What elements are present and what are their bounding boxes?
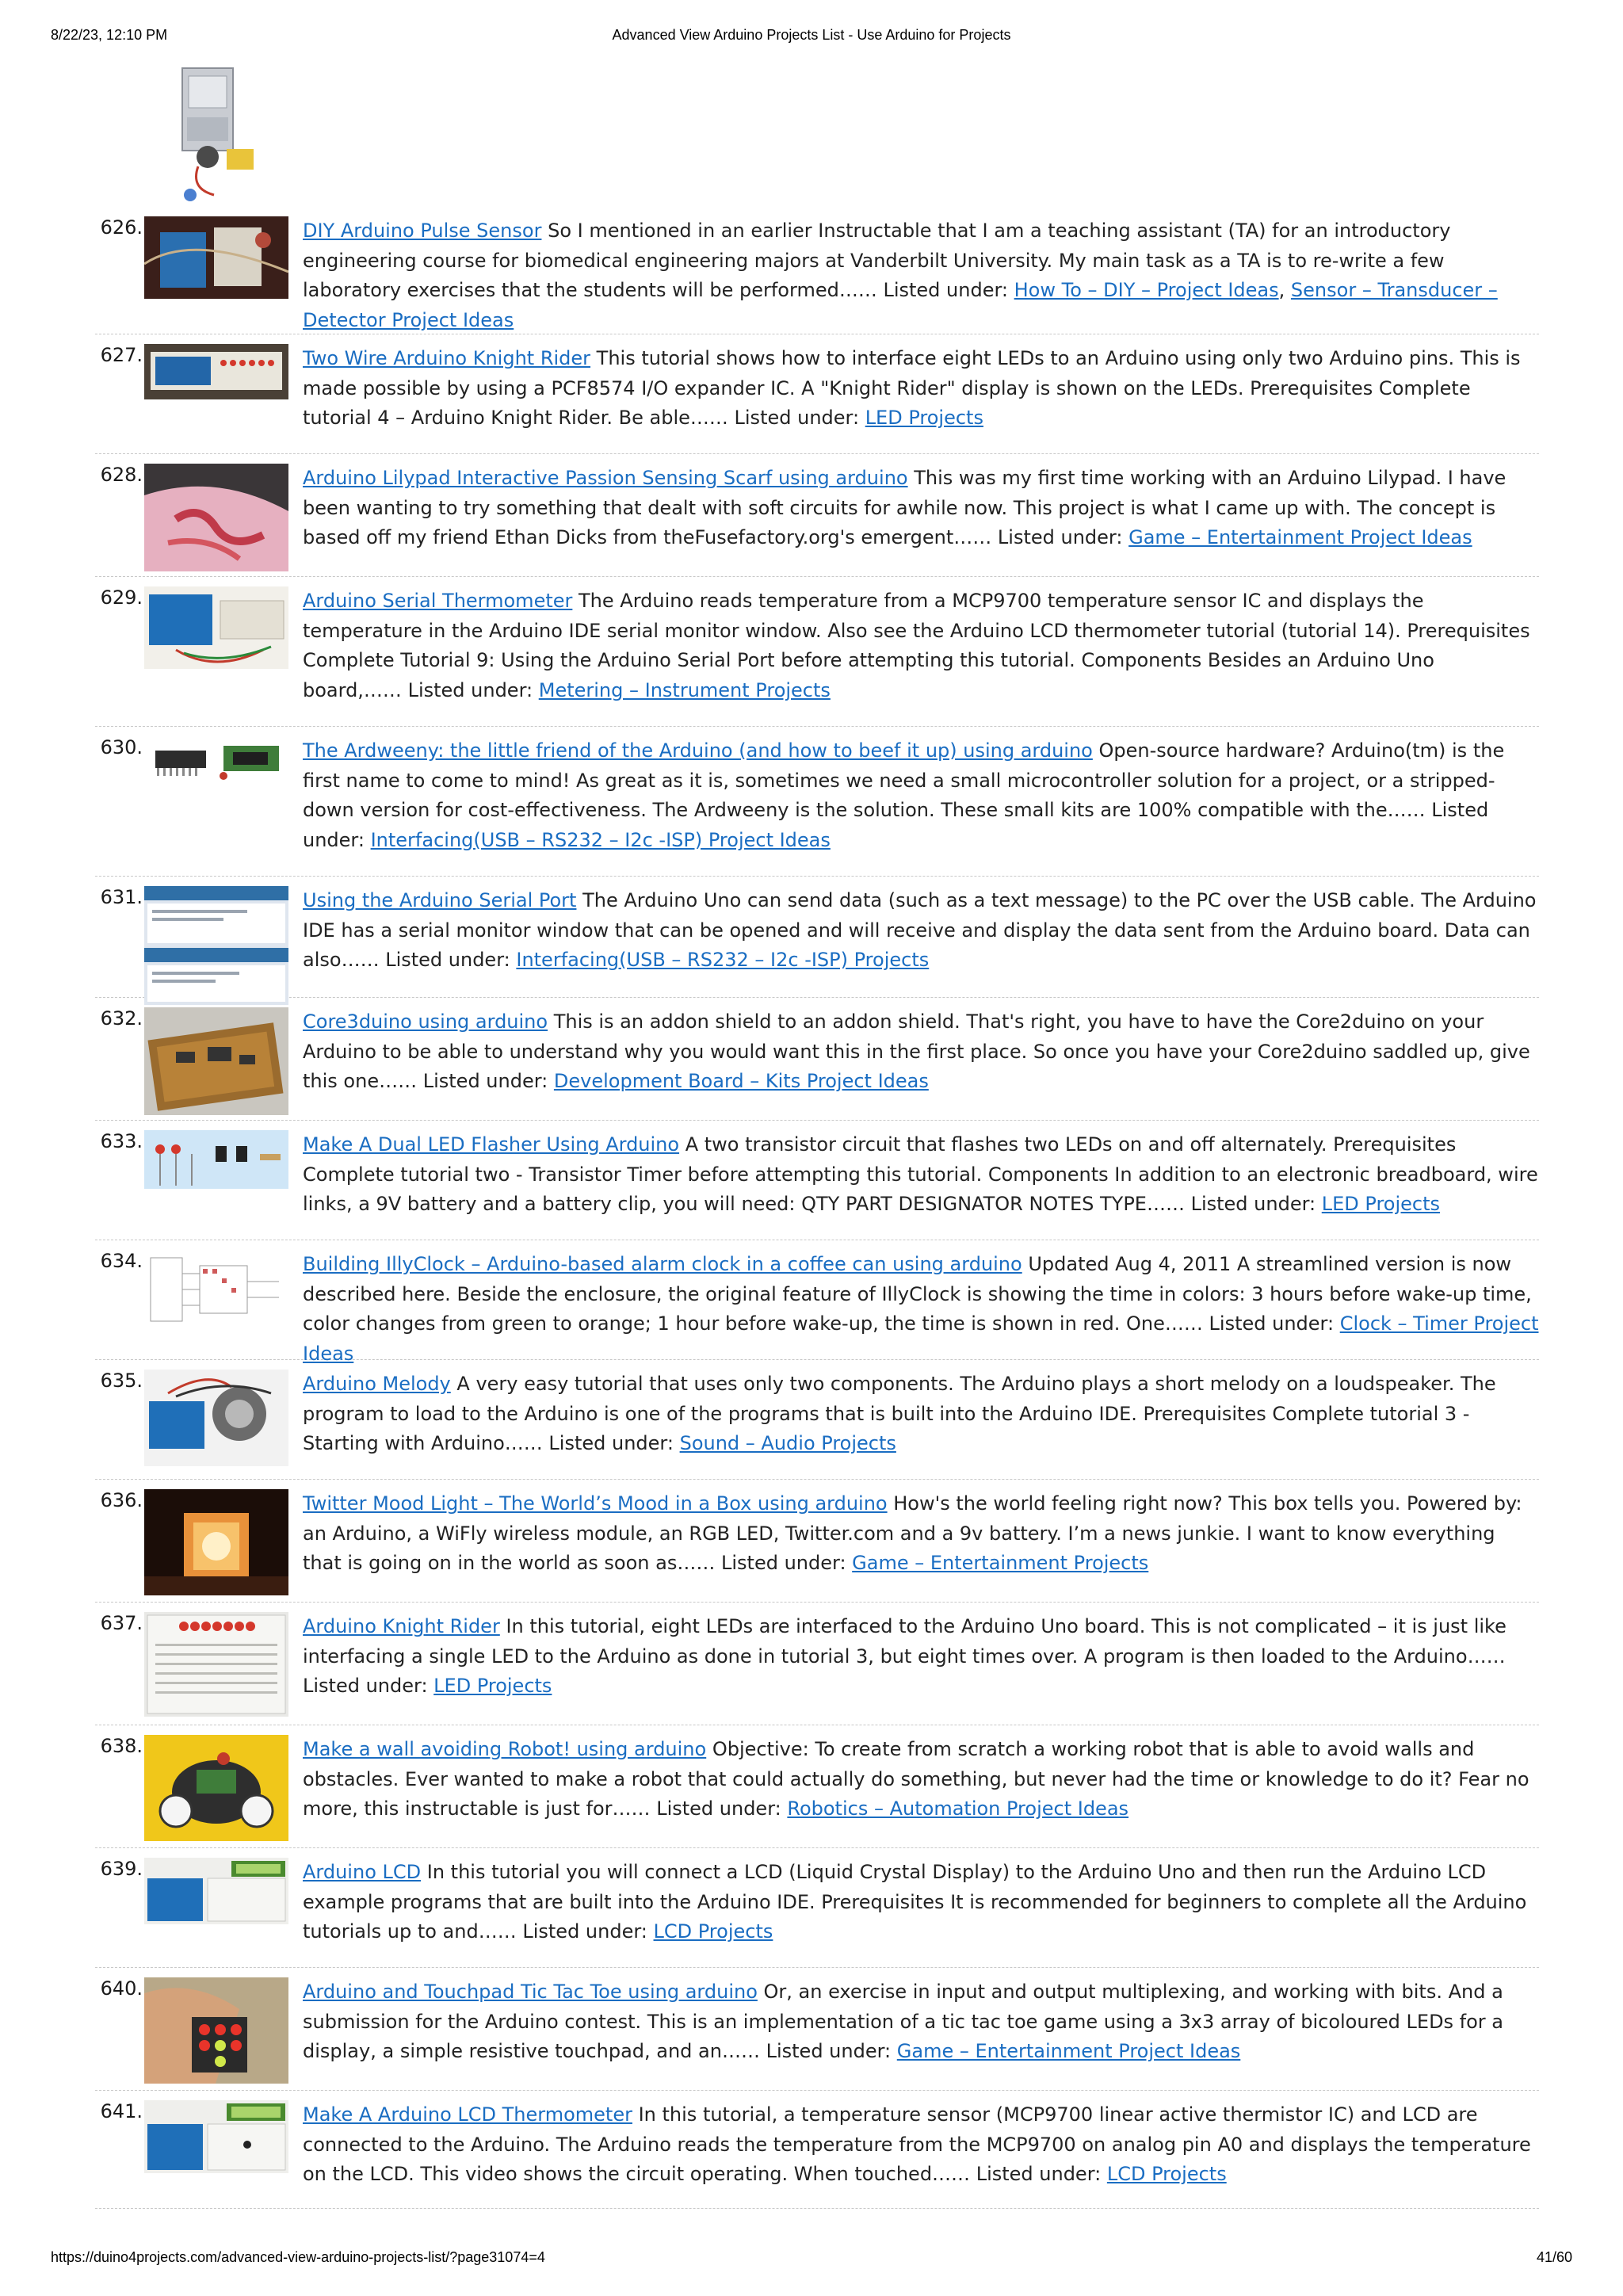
- entry-description: Objective: To create from scratch a working robot that is able to avoid walls and obstacles. Ever wanted to make a robot that could actually do something, but never had the time or knowledge to do it? Fear no more, this instructable is just for……: [303, 1738, 1529, 1820]
- entry-number: 637.: [100, 1612, 143, 1634]
- entry-thumbnail[interactable]: [144, 2100, 288, 2176]
- entry-text: DIY Arduino Pulse Sensor So I mentioned in an earlier Instructable that I am a teaching assistant (TA) for an introductory engineering course for biomedical engineering majors at Vanderbilt University. My main task as a TA is to re-write a few laboratory exercises that the students will be performed…… Listed under: How To – DIY – Project Ideas, Sensor – Transducer – Detector Project Ideas: [303, 220, 1498, 331]
- entry-number: 634.: [100, 1250, 143, 1272]
- listed-under-label: Listed under:: [991, 526, 1129, 548]
- entry-description: In this tutorial, a temperature sensor (MCP9700 linear active thermistor IC) and LCD are connected to the Arduino. The Arduino reads the temperature from the MCP9700 on analog pin A0 and displays the temperature on the LCD. This video shows the circuit operating. When touched……: [303, 2103, 1531, 2185]
- category-link[interactable]: Development Board – Kits Project Ideas: [553, 1070, 929, 1092]
- listed-under-label: Listed under:: [401, 678, 539, 701]
- entry-text: [303, 1130, 1539, 1220]
- entry-thumbnail[interactable]: [144, 736, 288, 790]
- entry-number: 635.: [100, 1370, 143, 1392]
- projects-list: [95, 216, 1539, 2209]
- entry-description: The Arduino Uno can send data (such as a text message) to the PC over the USB cable. The Arduino IDE has a serial monitor window that can be opened and will receive and display the data sent from the Arduino board. Data can also……: [303, 889, 1537, 971]
- entry-number: 626.: [100, 216, 143, 239]
- list-item: [95, 1480, 1539, 1603]
- entry-title-link[interactable]: Two Wire Arduino Knight Rider: [303, 347, 591, 369]
- list-item: [95, 998, 1539, 1121]
- list-item: [95, 1121, 1539, 1240]
- listed-under-label: Listed under:: [303, 799, 1489, 851]
- list-item: [95, 1240, 1539, 1365]
- category-link[interactable]: LED Projects: [1321, 1193, 1441, 1215]
- entry-number: 627.: [100, 344, 143, 366]
- list-item: [95, 577, 1539, 727]
- entry-text: [303, 736, 1539, 855]
- entry-thumbnail[interactable]: [144, 344, 288, 403]
- entry-description: The Arduino reads temperature from a MCP9700 temperature sensor IC and displays the temperature in the Arduino IDE serial monitor window. Also see the Arduino LCD thermometer tutorial (tutorial 14). Prerequisites Complete Tutorial 9: Using the Arduino Serial Port before attempting this tutorial. Components Besides an Arduino Uno board,……: [303, 590, 1530, 701]
- entry-title-link[interactable]: Twitter Mood Light – The World’s Mood in a Box using arduino: [303, 1492, 888, 1515]
- entry-text: [303, 1612, 1539, 1702]
- entry-thumbnail[interactable]: [144, 1977, 288, 2087]
- category-link[interactable]: LCD Projects: [653, 1920, 773, 1943]
- entry-title-link[interactable]: Arduino Lilypad Interactive Passion Sensing Scarf using arduino: [303, 467, 908, 489]
- entry-number: 630.: [100, 736, 143, 758]
- entry-title-link[interactable]: The Ardweeny: the little friend of the Arduino (and how to beef it up) using arduino: [303, 739, 1093, 762]
- entry-description: How's the world feeling right now? This box tells you. Powered by: an Arduino, a WiFly wireless module, an RGB LED, Twitter.com and a 9v battery. I’m a news junkie. I want to know everything that is going on in the world as soon as……: [303, 1492, 1522, 1574]
- entry-thumbnail[interactable]: [144, 1858, 288, 1927]
- entry-title-link[interactable]: Arduino and Touchpad Tic Tac Toe using arduino: [303, 1981, 758, 2003]
- category-link[interactable]: LCD Projects: [1106, 2163, 1227, 2185]
- listed-under-label: Listed under:: [516, 1920, 654, 1943]
- category-link[interactable]: Metering – Instrument Projects: [538, 678, 831, 701]
- entry-text: [303, 1858, 1539, 1947]
- entry-text: [303, 1250, 1539, 1369]
- entry-title-link[interactable]: Arduino Melody: [303, 1373, 451, 1395]
- entry-text: [303, 886, 1539, 976]
- listed-under-label: Listed under:: [1202, 1312, 1340, 1335]
- list-item: [95, 1360, 1539, 1480]
- listed-under-label: Listed under:: [715, 1552, 853, 1574]
- category-link[interactable]: How To – DIY – Project Ideas: [1014, 279, 1279, 301]
- listed-under-label: Listed under:: [303, 1675, 434, 1697]
- entry-title-link[interactable]: Make a wall avoiding Robot! using arduino: [303, 1738, 707, 1760]
- entry-thumbnail[interactable]: [144, 1370, 288, 1469]
- entry-description: In this tutorial, eight LEDs are interfaced to the Arduino Uno board. This is not complicated – it is just like interfacing a single LED to the Arduino as done in tutorial 3, but eight times over. A program is then loaded to the Arduino……: [303, 1615, 1507, 1668]
- entry-text: [303, 1370, 1539, 1459]
- entry-thumbnail[interactable]: [144, 1489, 288, 1599]
- list-item: [95, 1603, 1539, 1725]
- listed-under-label: Listed under:: [876, 279, 1014, 301]
- entry-title-link[interactable]: Arduino Serial Thermometer: [303, 590, 573, 612]
- entry-number: 636.: [100, 1489, 143, 1511]
- entry-number: 632.: [100, 1007, 143, 1030]
- entry-number: 639.: [100, 1858, 143, 1880]
- entry-thumbnail[interactable]: [144, 1612, 288, 1720]
- list-item: [95, 1725, 1539, 1848]
- entry-text: [303, 464, 1539, 553]
- list-item: [95, 1848, 1539, 1968]
- category-link[interactable]: Game – Entertainment Projects: [852, 1552, 1149, 1574]
- entry-description: In this tutorial you will connect a LCD (Liquid Crystal Display) to the Arduino Uno and then run the Arduino LCD example programs that are built into the Arduino IDE. Prerequisites It is recommended for beginners to complete all the Arduino tutorials up to and……: [303, 1861, 1527, 1943]
- category-link[interactable]: Interfacing(USB – RS232 – I2c -ISP) Project Ideas: [370, 828, 831, 851]
- entry-description: Or, an exercise in input and output multiplexing, and working with bits. And a submission for the Arduino contest. This is an implementation of a tic tac toe game using a 3x3 array of bicoloured LEDs for a display, a simple resistive touchpad, and an……: [303, 1981, 1504, 2062]
- listed-under-label: Listed under:: [727, 407, 865, 429]
- list-item: [95, 727, 1539, 877]
- entry-number: 641.: [100, 2100, 143, 2122]
- list-item: [95, 2091, 1539, 2209]
- print-footer: [51, 2249, 1572, 2266]
- listed-under-label: Listed under:: [1184, 1193, 1322, 1215]
- category-link[interactable]: Sound – Audio Projects: [679, 1432, 896, 1454]
- category-link[interactable]: LED Projects: [865, 407, 983, 429]
- entry-description: A very easy tutorial that uses only two components. The Arduino plays a short melody on a loudspeaker. The program to load to the Arduino is one of the programs that is built into the Arduino IDE. Prerequisites Complete tutorial 3 - Starting with Arduino……: [303, 1373, 1496, 1454]
- entry-text: [303, 2100, 1539, 2190]
- entry-description: Updated Aug 4, 2011 A streamlined version is now described here. Beside the enclosure, the original feature of IllyClock is showing the time in colors: 3 hours before wake-up time, color changes from green to orange; 1 hour before wake-up, the time is shown in red. One……: [303, 1253, 1532, 1335]
- print-header: [51, 27, 1572, 49]
- entry-description: Open-source hardware? Arduino(tm) is the first name to come to mind! As great as it is, sometimes we need a small microcontroller solution for a project, or a stripped-down version for cost-effectiveness. The Ardweeny is the solution. These small kits are 100% compatible with the……: [303, 739, 1505, 821]
- listed-under-label: Listed under:: [379, 949, 517, 971]
- entry-text: [303, 344, 1539, 434]
- list-item: [95, 454, 1539, 577]
- entry-thumbnail[interactable]: [144, 1130, 288, 1192]
- category-link[interactable]: LED Projects: [433, 1675, 552, 1697]
- print-page-number: 41/60: [1536, 2249, 1572, 2265]
- entry-thumbnail[interactable]: [144, 586, 288, 672]
- category-link[interactable]: Game – Entertainment Project Ideas: [896, 2040, 1241, 2062]
- entry-text: [303, 1977, 1539, 2067]
- entry-thumbnail[interactable]: [144, 886, 288, 1008]
- listed-under-label: Listed under:: [417, 1070, 554, 1092]
- entry-thumbnail[interactable]: [144, 1007, 288, 1118]
- entry-description: A two transistor circuit that flashes two LEDs on and off alternately. Prerequisites Complete tutorial two - Transistor Timer before attempting this tutorial. Components In addition to an electronic breadboard, wire links, a 9V battery and a battery clip, you will need: QTY PART DESIGNATOR NOTES TYPE……: [303, 1133, 1538, 1215]
- entry-text: [303, 1735, 1539, 1824]
- entry-title-link[interactable]: Building IllyClock – Arduino-based alarm clock in a coffee can using arduino: [303, 1253, 1022, 1275]
- entry-title-link[interactable]: DIY Arduino Pulse Sensor: [303, 220, 542, 242]
- entry-title-link[interactable]: Make A Dual LED Flasher Using Arduino: [303, 1133, 680, 1156]
- entry-title-link[interactable]: Arduino LCD: [303, 1861, 422, 1883]
- previous-entry-thumbnail[interactable]: [158, 62, 266, 203]
- entry-thumbnail[interactable]: [144, 464, 288, 575]
- category-link[interactable]: Game – Entertainment Project Ideas: [1128, 526, 1472, 548]
- entry-number: 640.: [100, 1977, 143, 2000]
- print-datetime: 8/22/23, 12:10 PM: [51, 27, 168, 43]
- entry-title-link[interactable]: Core3duino using arduino: [303, 1010, 548, 1033]
- entry-description: This tutorial shows how to interface eight LEDs to an Arduino using only two Arduino pins. This is made possible by using a PCF8574 I/O expander IC. A "Knight Rider" display is shown on the LEDs. Prerequisites Complete tutorial 4 – Arduino Knight Rider. Be able……: [303, 347, 1521, 429]
- listed-under-label: Listed under:: [650, 1797, 788, 1820]
- listed-under-label: Listed under:: [542, 1432, 680, 1454]
- category-link[interactable]: Robotics – Automation Project Ideas: [787, 1797, 1129, 1820]
- entry-thumbnail[interactable]: [144, 1250, 288, 1339]
- listed-under-label: Listed under:: [970, 2163, 1107, 2185]
- entry-title-link[interactable]: Make A Arduino LCD Thermometer: [303, 2103, 632, 2126]
- entry-number: 628.: [100, 464, 143, 486]
- entry-description: This was my first time working with an Arduino Lilypad. I have been wanting to try something that dealt with soft circuits for awhile now. This project is what I came up with. The concept is based off my friend Ethan Dicks from theFusefactory.org's emergent……: [303, 467, 1507, 548]
- entry-number: 631.: [100, 886, 143, 908]
- print-url: https://duino4projects.com/advanced-view-arduino-projects-list/?page31074=4: [51, 2249, 545, 2265]
- listed-under-label: Listed under:: [759, 2040, 897, 2062]
- entry-title-link[interactable]: Using the Arduino Serial Port: [303, 889, 577, 911]
- print-page-title: Advanced View Arduino Projects List - Use Arduino for Projects: [612, 27, 1011, 43]
- list-item: [95, 877, 1539, 998]
- list-item: [95, 216, 1539, 334]
- list-item: [95, 334, 1539, 454]
- entry-number: 629.: [100, 586, 143, 609]
- entry-thumbnail[interactable]: [144, 216, 288, 302]
- entry-thumbnail[interactable]: [144, 1735, 288, 1844]
- entry-description: So I mentioned in an earlier Instructable that I am a teaching assistant (TA) for an introductory engineering course for biomedical engineering majors at Vanderbilt University. My main task as a TA is to re-write a few laboratory exercises that the students will be performed……: [303, 220, 1451, 301]
- list-item: [95, 1968, 1539, 2091]
- category-link[interactable]: Interfacing(USB – RS232 – I2c -ISP) Projects: [516, 949, 930, 971]
- entry-number: 638.: [100, 1735, 143, 1757]
- entry-text: [303, 586, 1539, 705]
- entry-title-link[interactable]: Arduino Knight Rider: [303, 1615, 500, 1637]
- category-link[interactable]: Sensor – Transducer – Detector Project Ideas: [303, 279, 1498, 331]
- entry-number: 633.: [100, 1130, 143, 1152]
- entry-description: This is an addon shield to an addon shield. That's right, you have to have the Core2duino on your Arduino to be able to understand why you would want this in the first place. So once you have your Core2duino saddled up, give this one……: [303, 1010, 1530, 1092]
- category-link[interactable]: Clock – Timer Project Ideas: [303, 1312, 1539, 1365]
- entry-text: [303, 1007, 1539, 1097]
- entry-text: [303, 1489, 1539, 1579]
